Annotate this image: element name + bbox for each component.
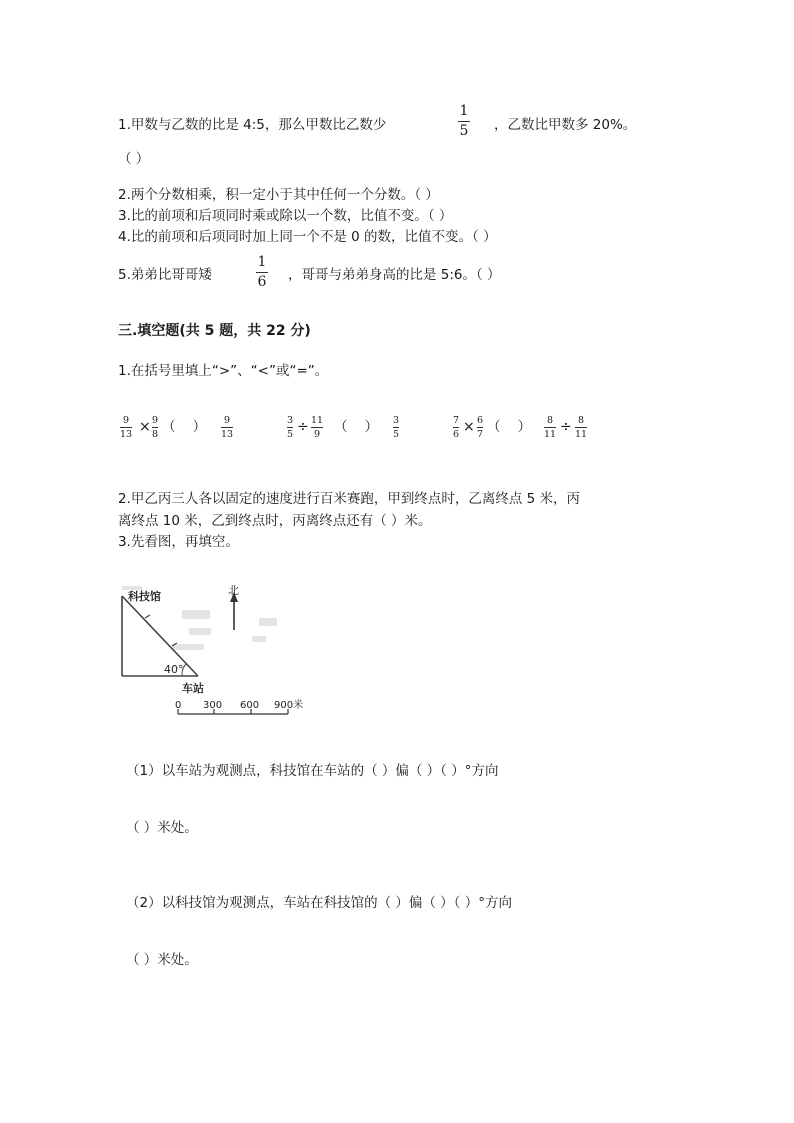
denominator: 11 [544,429,557,440]
answer-blank[interactable]: （ ） [118,151,150,167]
scale-label-300: 300 [203,700,223,711]
numerator: 9 [152,415,159,426]
fraction [221,415,233,440]
question-5-text-after [288,265,501,285]
fraction-bar [256,272,268,273]
question-5-after-text: ，哥哥与弟弟身高的比是 5:6。（ ） [288,267,501,283]
question-1-text-before: 1.甲数与乙数的比是 4:5，那么甲数比乙数少 [118,117,387,133]
denominator: 13 [221,429,234,440]
question-4: 4.比的前项和后项同时加上同一个不是 0 的数，比值不变。（ ） [118,229,497,245]
sub-question-2-line-2: （ ）米处。 [126,952,198,968]
scale-bar [175,698,303,714]
fraction [544,415,556,440]
numerator: 8 [547,415,554,426]
station-label: 车站 [182,682,204,695]
denominator: 5 [459,123,469,139]
fraction-bar [458,121,470,122]
fraction-bar [152,427,158,428]
fraction-one-fifth [458,103,470,140]
numerator: 3 [393,415,400,426]
answer-blank[interactable]: （ ） [334,419,379,435]
denominator: 6 [453,429,460,440]
divide-sign: ÷ [560,419,572,435]
fraction [453,415,459,440]
fraction-bar [120,427,132,428]
numerator: 6 [477,415,484,426]
question-2: 2.两个分数相乘，积一定小于其中任何一个分数。（ ） [118,187,439,203]
north-arrow-icon [230,592,238,630]
fraction-one-sixth [256,254,268,291]
fraction [120,415,132,440]
museum-label: 科技馆 [128,590,161,603]
denominator: 5 [287,429,294,440]
question-5 [118,265,212,285]
multiply-sign: × [463,419,475,435]
question-5-text-before: 5.弟弟比哥哥矮 [118,267,212,283]
map-figure [114,578,314,722]
distance-ticks [145,615,177,646]
numerator: 11 [311,415,324,426]
denominator: 9 [314,429,321,440]
fill-question-2-line-1: 2.甲乙丙三人各以固定的速度进行百米赛跑，甲到终点时，乙离终点 5 米，丙 [118,491,581,507]
sub-question-2-line-1: （2）以科技馆为观测点，车站在科技馆的（ ）偏（ ）（ ）°方向 [126,895,512,911]
scale-label-0: 0 [175,700,182,711]
numerator: 7 [453,415,460,426]
numerator: 9 [224,415,231,426]
fraction-bar [393,427,399,428]
fill-question-1: 1.在括号里填上“>”、“<”或“=”。 [118,363,329,379]
sub-question-1-line-1: （1）以车站为观测点，科技馆在车站的（ ）偏（ ）（ ）°方向 [126,763,499,779]
fraction-bar [575,427,587,428]
numerator: 1 [459,103,469,119]
question-1-after-text: ，乙数比甲数多 20%。 [494,117,637,133]
fraction [477,415,483,440]
question-1-answer-paren[interactable] [118,149,149,169]
divide-sign: ÷ [297,419,309,435]
denominator: 6 [257,274,267,290]
fraction [152,415,158,440]
answer-blank[interactable]: （ ） [162,419,207,435]
section-3-heading: 三.填空题(共 5 题，共 22 分) [118,323,311,339]
fraction-bar [453,427,459,428]
numerator: 9 [123,415,130,426]
numerator: 3 [287,415,294,426]
question-1-text-after [494,115,636,135]
fraction-bar [544,427,556,428]
denominator: 13 [120,429,133,440]
denominator: 8 [152,429,159,440]
angle-label: 40° [164,663,184,676]
fraction [311,415,323,440]
fraction-bar [221,427,233,428]
scale-label-600: 600 [240,700,260,711]
museum-station-line [122,596,198,676]
denominator: 11 [575,429,588,440]
north-label: 北 [228,584,239,597]
fraction [287,415,293,440]
question-3: 3.比的前项和后项同时乘或除以一个数，比值不变。（ ） [118,208,453,224]
fraction-bar [477,427,483,428]
fraction-bar [311,427,323,428]
denominator: 7 [477,429,484,440]
multiply-sign: × [139,419,151,435]
fraction [575,415,587,440]
numerator: 1 [257,254,267,270]
fraction [393,415,399,440]
question-1 [118,115,386,135]
fill-question-2-line-2: 离终点 10 米，乙到终点时，丙离终点还有（ ）米。 [118,513,432,529]
sub-question-1-line-2: （ ）米处。 [126,820,198,836]
scale-label-900: 900米 [274,700,304,711]
denominator: 5 [393,429,400,440]
fill-question-3: 3.先看图，再填空。 [118,534,239,550]
fraction-bar [287,427,293,428]
numerator: 8 [578,415,585,426]
answer-blank[interactable]: （ ） [487,419,532,435]
